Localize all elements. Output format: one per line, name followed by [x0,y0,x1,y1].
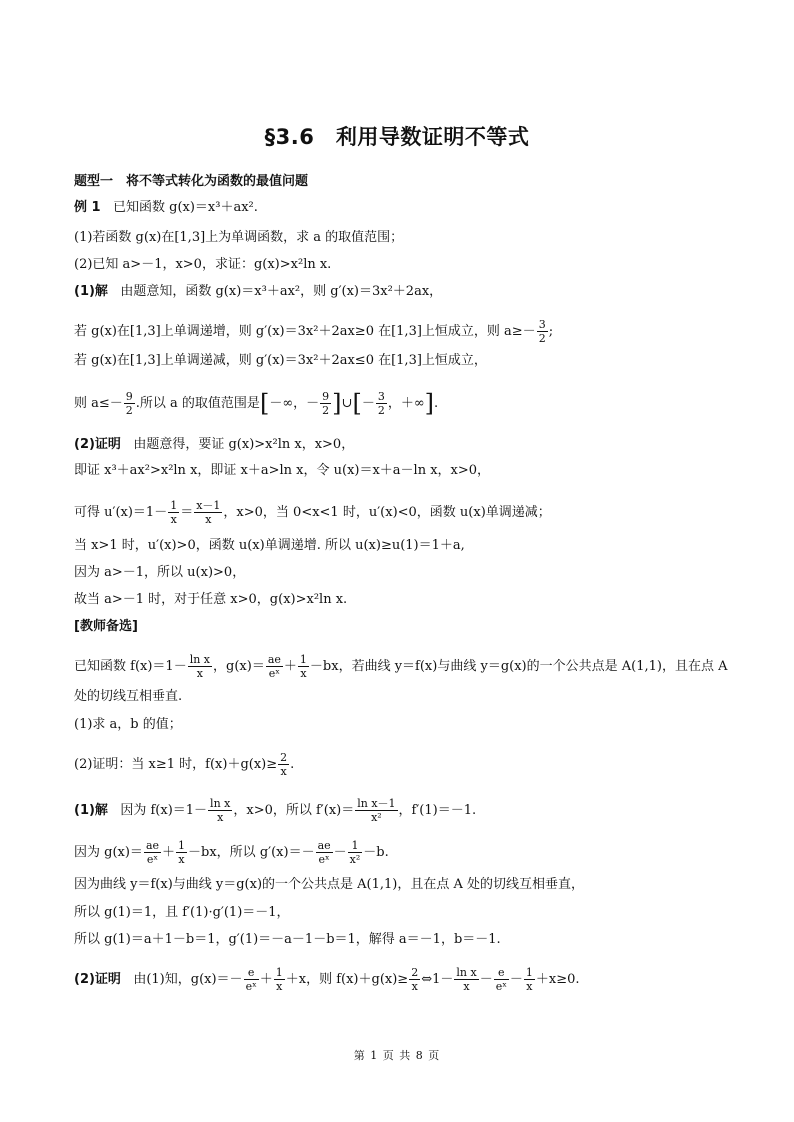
solution-text: ; [548,324,554,339]
fraction-numerator: 1 [299,653,307,666]
fraction [348,839,363,866]
teacher-solution-2-line-1 [74,966,580,993]
solution-text: 由题意知，函数 g(x)＝x³＋ax²，则 g′(x)＝3x²＋2ax， [120,284,443,299]
fraction-denominator: eˣ [268,667,280,680]
question-1: (1)若函数 g(x)在[1,3]上为单调函数，求 a 的取值范围； [74,230,404,245]
solution-text: ＋x，则 f(x)＋g(x)≥ [285,972,409,987]
solution-label: (1)解 [74,803,108,818]
solution-1-line-2 [74,318,553,345]
teacher-heading: [教师备选] [74,619,138,634]
teacher-statement-line-1 [74,653,727,680]
question-text: . [290,757,295,772]
fraction-denominator: eˣ [146,853,159,866]
example-text: 已知函数 g(x)＝x³＋ax². [112,200,258,215]
fraction-denominator: eˣ [318,853,330,866]
fraction-numerator: 1 [525,966,533,979]
solution-text: . [434,396,439,411]
fraction [176,839,187,866]
solution-text: ＝ [180,505,194,520]
solution-text: ＋x≥0. [535,972,580,987]
bracket-left: [ [352,389,362,418]
teacher-solution-1-line-5: 所以 g(1)＝a＋1－b＝1，g′(1)＝－a－1－b＝1，解得 a＝－1，b＝－1. [74,932,501,947]
fraction [494,966,509,993]
fraction [266,653,283,680]
solution-2-line-6: 故当 a>－1 时，对于任意 x>0，g(x)>x²ln x. [74,592,348,607]
fraction [188,653,212,680]
solution-1-line-4 [74,390,438,417]
fraction-denominator: x [170,513,177,526]
page-title: §3.6 利用导数证明不等式 [264,125,530,149]
fraction-denominator: x [276,980,283,993]
teacher-solution-1-line-2 [74,839,389,866]
question-text: (2)证明：当 x≥1 时，f(x)＋g(x)≥ [74,757,278,772]
fraction-numerator: 1 [170,499,178,512]
interval-text: ，＋∞ [387,396,425,411]
fraction-numerator: 2 [280,751,288,764]
bracket-left: [ [259,389,270,418]
solution-2-line-2: 即证 x³＋ax²>x²ln x，即证 x＋a>ln x，令 u(x)＝x＋a－ln x，x>0， [74,463,491,478]
fraction-numerator: ln x [210,797,231,810]
solution-text: ＋ [162,845,176,860]
fraction-numerator: 1 [348,839,363,853]
teacher-solution-1-line-4: 所以 g(1)＝1，且 f′(1)·g′(1)＝－1， [74,905,290,920]
statement-text: ＋ [283,659,297,674]
solution-text: ，x>0，当 0<x<1 时，u′(x)<0，函数 u(x)单调递减； [223,505,551,520]
fraction-denominator: x² [349,853,361,866]
fraction [144,839,161,866]
teacher-statement-line-2: 处的切线互相垂直. [74,689,183,704]
statement-text: ，g(x)＝ [213,659,265,674]
solution-text: 由(1)知，g(x)＝－ [133,972,243,987]
question-2: (2)已知 a>－1，x>0，求证：g(x)>x²ln x. [74,257,332,272]
solution-2-line-3 [74,499,551,526]
fraction-denominator: x [526,980,533,993]
fraction-numerator: e [244,966,259,980]
fraction-numerator: ae [145,839,160,852]
fraction-numerator: 9 [322,390,330,403]
interval-text: － [361,396,375,411]
fraction [454,966,478,993]
solution-text: －b. [363,845,389,860]
fraction-numerator: 2 [411,966,419,979]
solution-text: 则 a≤－ [74,396,123,411]
fraction [320,390,331,417]
interval-text: －∞，－ [269,396,320,411]
teacher-solution-1-line-1 [74,797,476,824]
fraction [208,797,232,824]
fraction-denominator: x² [371,811,382,824]
fraction-denominator: x [178,853,185,866]
fraction-numerator: 3 [538,318,546,331]
solution-2-line-4: 当 x>1 时，u′(x)>0，函数 u(x)单调递增. 所以 u(x)≥u(1)＝1＋a, [74,538,465,553]
fraction-numerator: 1 [178,839,186,852]
fraction [278,751,289,778]
solution-text: ⇔1－ [421,972,454,987]
teacher-solution-1-line-3: 因为曲线 y＝f(x)与曲线 y＝g(x)的一个公共点是 A(1,1)，且在点 A 处的切线互相垂直， [74,877,585,892]
solution-1-line-3: 若 g(x)在[1,3]上单调递减，则 g′(x)＝3x²＋2ax≤0 在[1,3]上恒成立， [74,353,487,368]
solution-text: .所以 a 的取值范围是 [135,396,260,411]
fraction-denominator: x [205,513,212,526]
fraction-numerator: ln x [189,653,211,666]
fraction [537,318,548,345]
fraction-numerator: e [494,966,509,980]
solution-text: ＋ [259,972,273,987]
union-symbol: ∪ [341,396,353,411]
solution-text: 若 g(x)在[1,3]上单调递增，则 g′(x)＝3x²＋2ax≥0 在[1,3]上恒成立，则 a≥－ [74,324,536,339]
fraction-denominator: x [217,811,224,824]
example-label: 例 1 [74,200,101,215]
section-heading: 题型一 将不等式转化为函数的最值问题 [74,174,309,189]
solution-text: 因为 g(x)＝ [74,845,143,860]
fraction-denominator: x [411,980,418,993]
fraction-denominator: 2 [538,332,546,345]
solution-2-line-5: 因为 a>－1，所以 u(x)>0， [74,565,246,580]
fraction [524,966,535,993]
solution-text: ，x>0，所以 f′(x)＝ [233,803,355,818]
statement-text: 已知函数 f(x)＝1－ [74,659,187,674]
fraction-denominator: 2 [377,404,385,417]
solution-text: － [509,972,523,987]
solution-2-line-1 [74,436,354,454]
fraction-denominator: 2 [125,404,133,417]
solution-text: －bx，所以 g′(x)＝－ [188,845,315,860]
fraction-denominator: x [196,667,203,680]
solution-label: (1)解 [74,284,108,299]
fraction-numerator: ln x－1 [357,797,396,810]
solution-text: 由题意得，要证 g(x)>x²ln x，x>0， [133,437,355,452]
fraction-numerator: ae [267,653,281,666]
solution-label: (2)证明 [74,972,121,987]
solution-label: (2)证明 [74,437,121,452]
fraction [194,499,222,526]
fraction-numerator: ln x [456,966,477,979]
fraction-denominator: 2 [322,404,330,417]
fraction [355,797,397,824]
fraction [124,390,135,417]
bracket-right: ] [424,389,435,418]
fraction [376,390,387,417]
example-1-statement [74,199,258,217]
fraction-numerator: 9 [125,390,133,403]
fraction-numerator: 3 [377,390,385,403]
teacher-question-2 [74,751,294,778]
fraction [168,499,179,526]
fraction [316,839,333,866]
solution-1-line-1 [74,283,442,301]
solution-text: ，f′(1)＝－1. [398,803,477,818]
fraction-denominator: x [300,667,307,680]
fraction-denominator: x [280,765,287,778]
fraction [274,966,285,993]
fraction [244,966,259,993]
statement-text: －bx，若曲线 y＝f(x)与曲线 y＝g(x)的一个公共点是 A(1,1)，且在点 A [309,659,728,674]
bracket-right: ] [332,389,342,418]
fraction-numerator: x－1 [196,499,221,512]
teacher-question-1: (1)求 a，b 的值； [74,717,182,732]
page-footer: 第 1 页 共 8 页 [353,1049,441,1062]
fraction [409,966,420,993]
solution-text: － [333,845,347,860]
solution-text: 可得 u′(x)＝1－ [74,505,168,520]
fraction-denominator: eˣ [495,980,507,993]
solution-text: 因为 f(x)＝1－ [120,803,208,818]
fraction [298,653,309,680]
solution-text: － [479,972,493,987]
fraction-denominator: x [463,980,470,993]
fraction-numerator: 1 [275,966,283,979]
fraction-denominator: eˣ [245,980,257,993]
fraction-numerator: ae [317,839,331,852]
